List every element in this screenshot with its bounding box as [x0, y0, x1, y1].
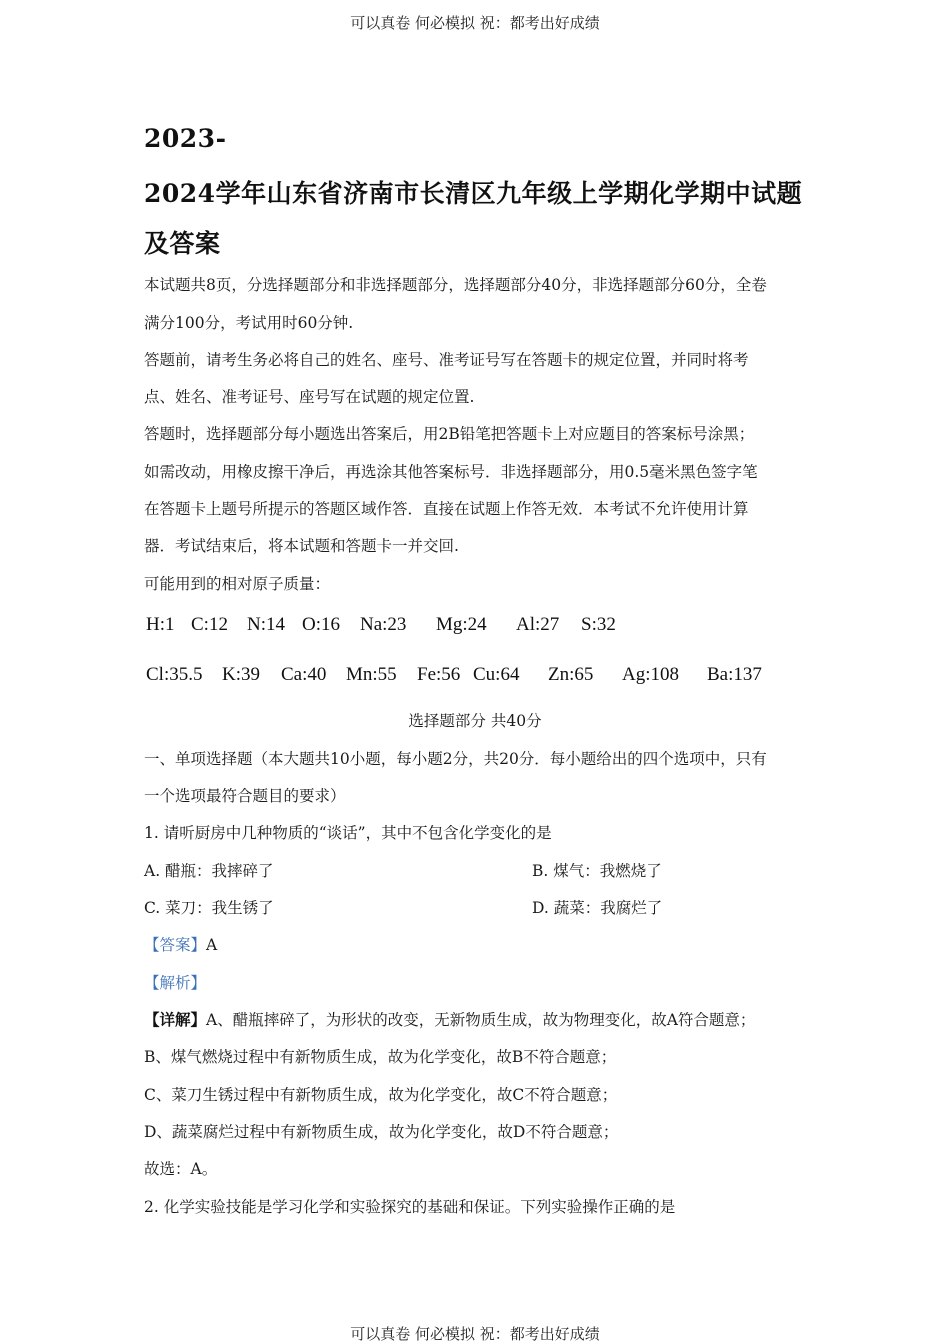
document-title-line-3: 及答案	[144, 229, 221, 258]
instruction-line: 本试题共8页，分选择题部分和非选择题部分，选择题部分40分，非选择题部分60分，全卷	[144, 276, 767, 294]
atomic-mass-cu: Cu:64	[473, 664, 520, 685]
atomic-mass-zn: Zn:65	[548, 664, 594, 685]
q1-explanation-line: C、菜刀生锈过程中有新物质生成，故为化学变化，故C不符合题意；	[144, 1086, 618, 1104]
q1-explanation-line: B、煤气燃烧过程中有新物质生成，故为化学变化，故B不符合题意；	[144, 1048, 617, 1066]
atomic-mass-n: N:14	[247, 614, 285, 635]
q1-conclusion: 故选：A。	[144, 1160, 218, 1178]
instruction-line: 答题前，请考生务必将自己的姓名、座号、准考证号写在答题卡的规定位置，并同时将考	[144, 351, 749, 369]
document-title-line-1: 2023-	[144, 124, 227, 153]
atomic-mass-ag: Ag:108	[622, 664, 679, 685]
instruction-line: 器．考试结束后，将本试题和答题卡一并交回.	[144, 537, 459, 555]
q1-analysis-tag: 【解析】	[144, 974, 207, 992]
q1-option-a: A. 醋瓶：我摔碎了	[144, 862, 274, 880]
q1-answer	[144, 933, 814, 955]
detail-tag: 【详解】	[144, 1010, 207, 1029]
document-title-line-2: 2024学年山东省济南市长清区九年级上学期化学期中试题	[144, 179, 803, 208]
atomic-mass-label: 可能用到的相对原子质量：	[144, 575, 331, 593]
atomic-mass-o: O:16	[302, 614, 340, 635]
detail-text: A、醋瓶摔碎了，为形状的改变，无新物质生成，故为物理变化，故A符合题意；	[206, 1011, 756, 1029]
atomic-mass-h: H:1	[146, 614, 175, 635]
answer-tag: 【答案】	[144, 936, 207, 954]
atomic-mass-mn: Mn:55	[346, 664, 397, 685]
instruction-line: 如需改动，用橡皮擦干净后，再选涂其他答案标号．非选择题部分，用0.5毫米黑色签字笔	[144, 463, 758, 481]
atomic-mass-mg: Mg:24	[436, 614, 487, 635]
q1-option-c: C. 菜刀：我生锈了	[144, 899, 274, 917]
atomic-mass-c: C:12	[191, 614, 228, 635]
page-footer: 可以真卷 何必模拟 祝：都考出好成绩	[350, 1325, 600, 1343]
answer-value: A	[206, 936, 218, 954]
instruction-line: 答题时，选择题部分每小题选出答案后，用2B铅笔把答题卡上对应题目的答案标号涂黑；	[144, 425, 755, 443]
instruction-line: 在答题卡上题号所提示的答题区域作答．直接在试题上作答无效．本考试不允许使用计算	[144, 500, 749, 518]
question-1-stem: 1. 请听厨房中几种物质的“谈话”，其中不包含化学变化的是	[144, 824, 552, 842]
instruction-line: 满分100分，考试用时60分钟.	[144, 314, 354, 332]
q1-option-b: B. 煤气：我燃烧了	[532, 862, 662, 880]
question-2-stem: 2. 化学实验技能是学习化学和实验探究的基础和保证。下列实验操作正确的是	[144, 1198, 676, 1216]
q1-option-d: D. 蔬菜：我腐烂了	[532, 899, 663, 917]
instruction-line: 点、姓名、准考证号、座号写在试题的规定位置.	[144, 388, 475, 406]
atomic-mass-ca: Ca:40	[281, 664, 327, 685]
atomic-mass-al: Al:27	[516, 614, 560, 635]
atomic-mass-cl: Cl:35.5	[146, 664, 203, 685]
section-title: 选择题部分 共40分	[408, 712, 542, 730]
q1-explanation-line: D、蔬菜腐烂过程中有新物质生成，故为化学变化，故D不符合题意；	[144, 1123, 619, 1141]
atomic-mass-fe: Fe:56	[417, 664, 461, 685]
atomic-mass-na: Na:23	[360, 614, 407, 635]
q1-detail	[144, 1008, 814, 1030]
atomic-mass-ba: Ba:137	[707, 664, 762, 685]
atomic-mass-s: S:32	[581, 614, 616, 635]
part1-heading-line: 一、单项选择题（本大题共10小题，每小题2分，共20分．每小题给出的四个选项中，只有	[144, 750, 767, 768]
page-header: 可以真卷 何必模拟 祝：都考出好成绩	[350, 14, 600, 32]
atomic-mass-k: K:39	[222, 664, 260, 685]
part1-heading-line: 一个选项最符合题目的要求）	[144, 787, 346, 805]
